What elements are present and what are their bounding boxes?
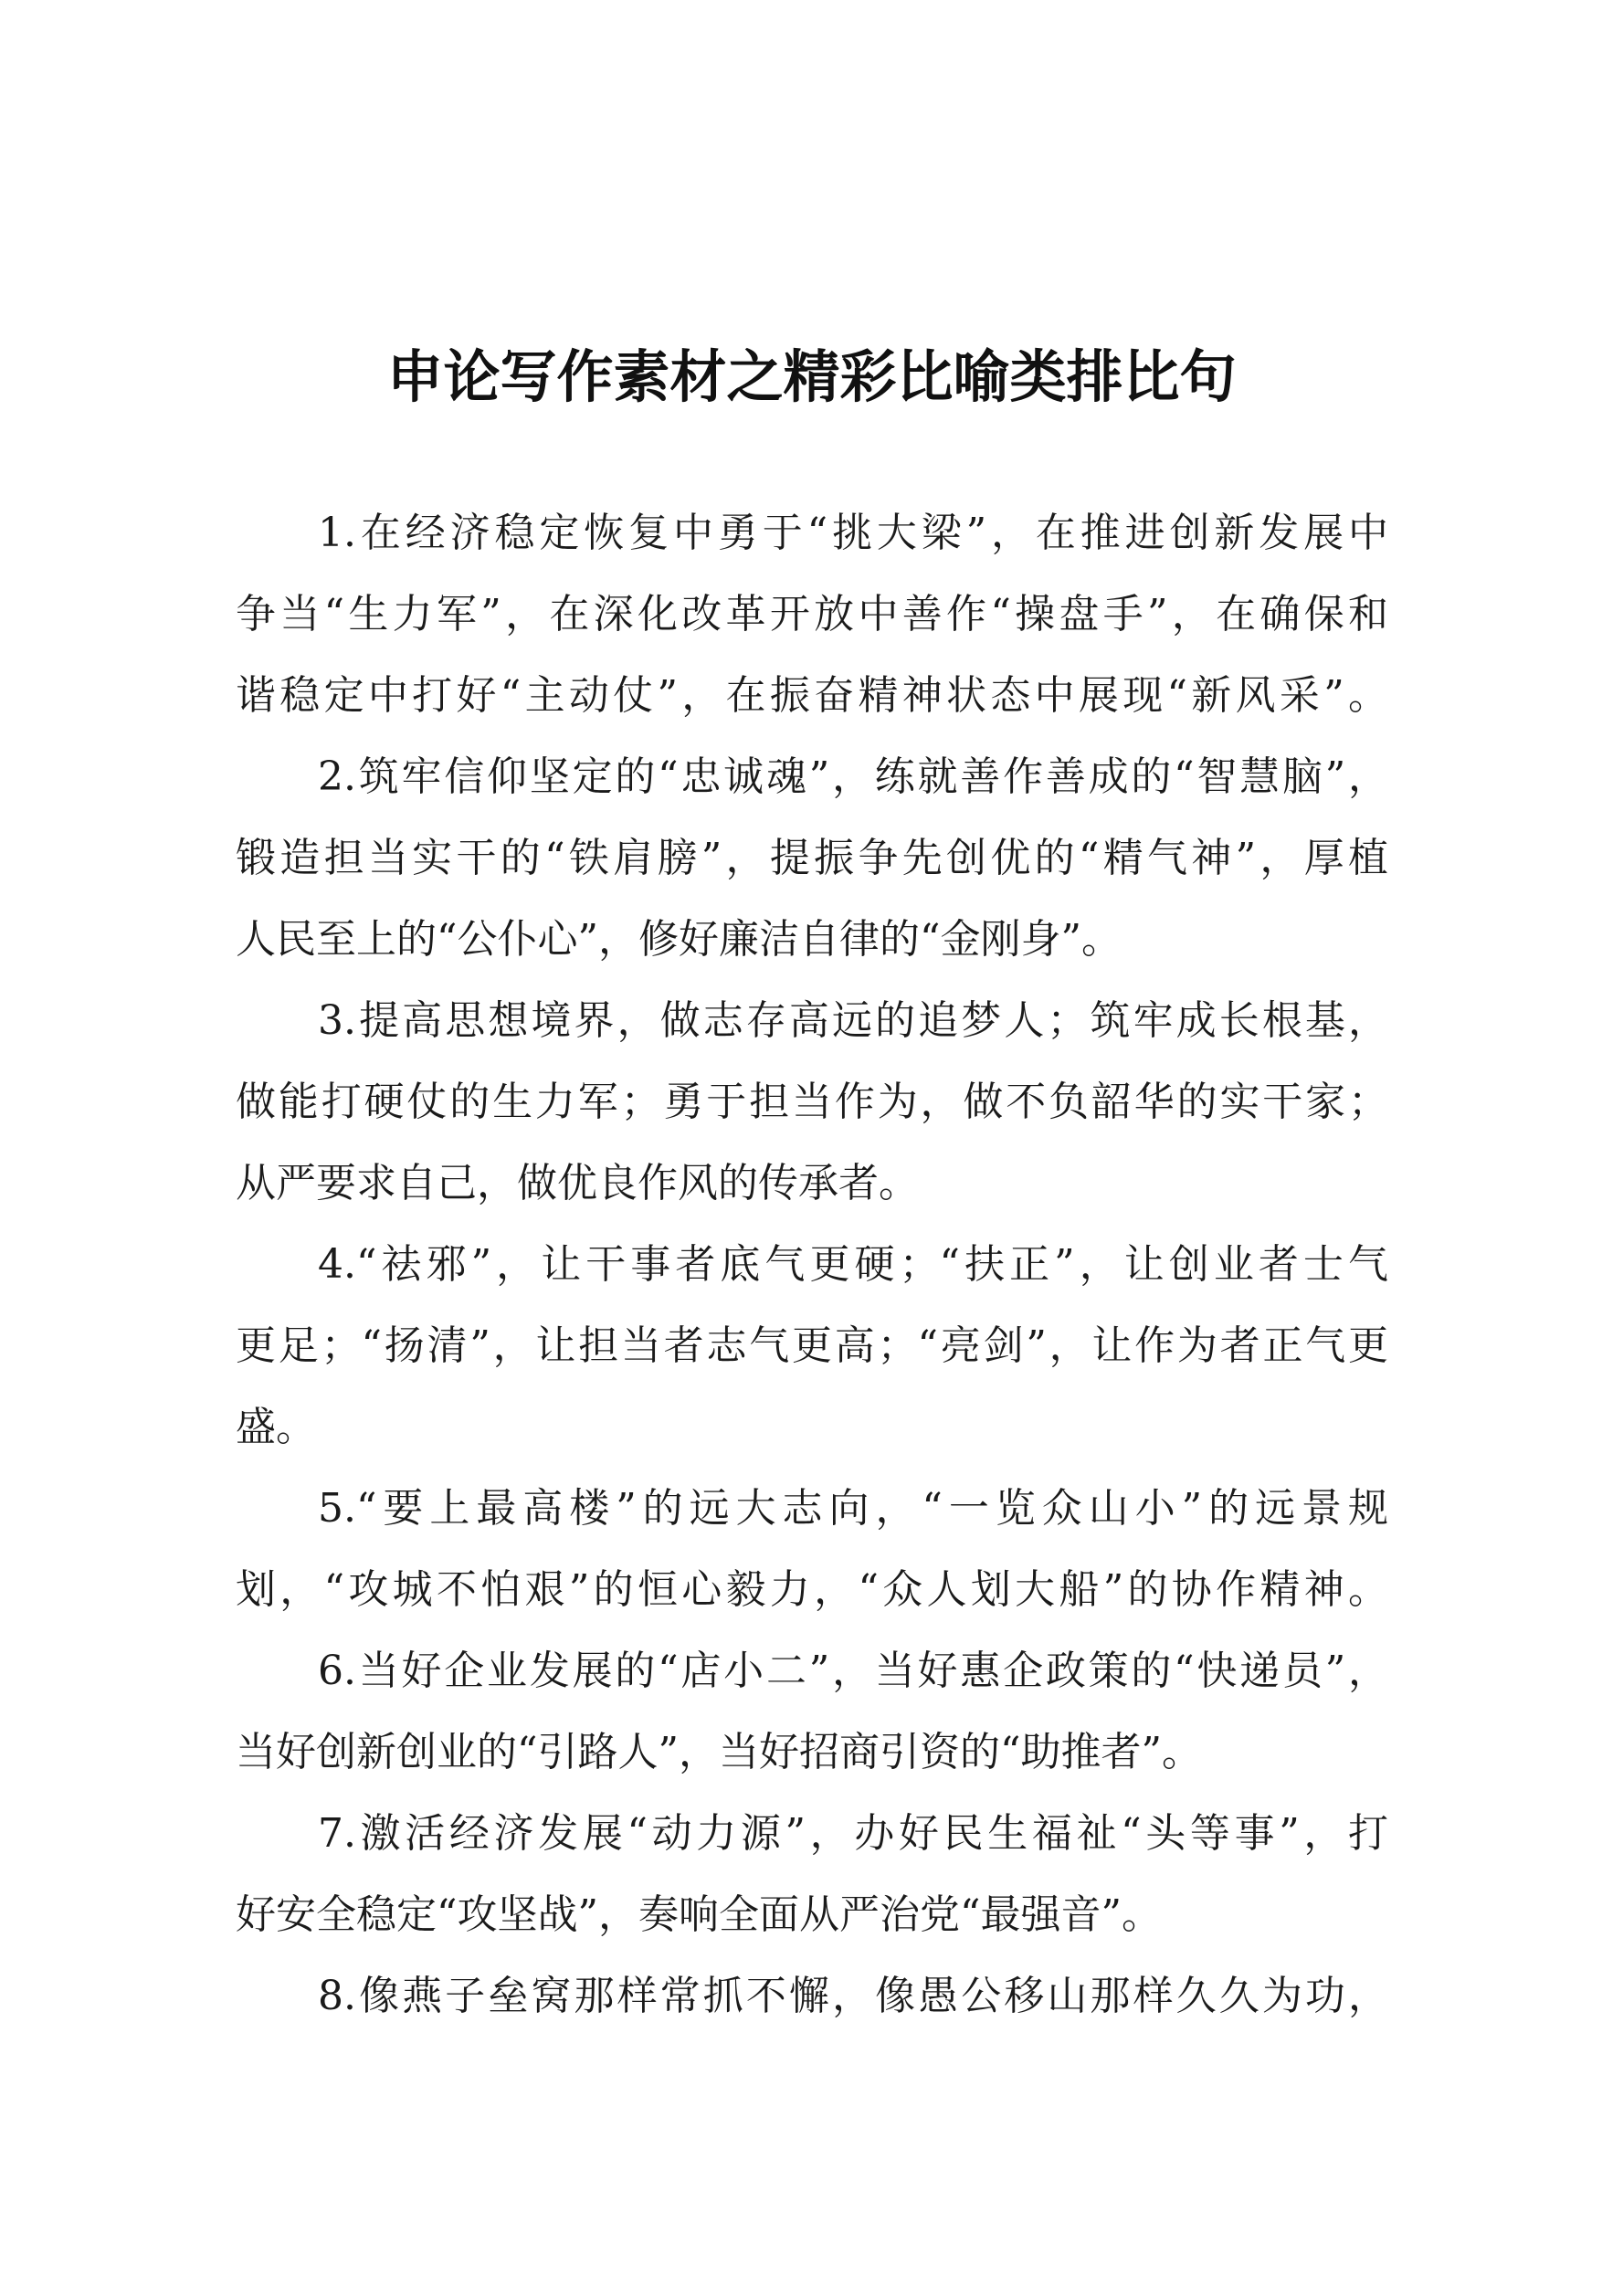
paragraph-2-line-3: 人民至上的“公仆心”，修好廉洁自律的“金刚身”。 [236,916,1122,963]
paragraph-1-line-3: 谐稳定中打好“主动仗”，在振奋精神状态中展现“新风采”。 [236,672,1388,719]
paragraph-4-line-2: 更足；“扬清”，让担当者志气更高；“亮剑”，让作为者正气更 [236,1322,1388,1369]
paragraph-8-line-1: 8.像燕子垒窝那样常抓不懈，像愚公移山那样久久为功， [318,1973,1388,2019]
paragraph-5-line-1: 5.“要上最高楼”的远大志向，“一览众山小”的远景规 [318,1485,1388,1532]
paragraph-3-line-2: 做能打硬仗的生力军；勇于担当作为，做不负韶华的实干家； [236,1079,1388,1125]
paragraph-4-line-3: 盛。 [236,1404,316,1450]
paragraph-2-line-2: 锻造担当实干的“铁肩膀”，提振争先创优的“精气神”，厚植 [236,835,1388,881]
paragraph-6-line-1: 6.当好企业发展的“店小二”，当好惠企政策的“快递员”， [318,1648,1388,1694]
paragraph-3-line-1: 3.提高思想境界，做志存高远的追梦人；筑牢成长根基， [318,997,1388,1044]
paragraph-3-line-3: 从严要求自己，做优良作风的传承者。 [236,1160,919,1206]
document-title: 申论写作素材之精彩比喻类排比句 [386,343,1237,410]
paragraph-1-line-1: 1.在经济稳定恢复中勇于“挑大梁”，在推进创新发展中 [318,510,1388,556]
paragraph-1-line-2: 争当“生力军”，在深化改革开放中善作“操盘手”，在确保和 [236,591,1388,637]
paragraph-2-line-1: 2.筑牢信仰坚定的“忠诚魂”，练就善作善成的“智慧脑”， [318,753,1388,800]
paragraph-6-line-2: 当好创新创业的“引路人”，当好招商引资的“助推者”。 [236,1729,1202,1775]
paragraph-4-line-1: 4.“祛邪”，让干事者底气更硬；“扶正”，让创业者士气 [318,1241,1388,1288]
paragraph-5-line-2: 划，“攻城不怕艰”的恒心毅力，“众人划大船”的协作精神。 [236,1566,1388,1613]
paragraph-7-line-2: 好安全稳定“攻坚战”，奏响全面从严治党“最强音”。 [236,1891,1162,1938]
paragraph-7-line-1: 7.激活经济发展“动力源”，办好民生福祉“头等事”，打 [318,1810,1388,1857]
